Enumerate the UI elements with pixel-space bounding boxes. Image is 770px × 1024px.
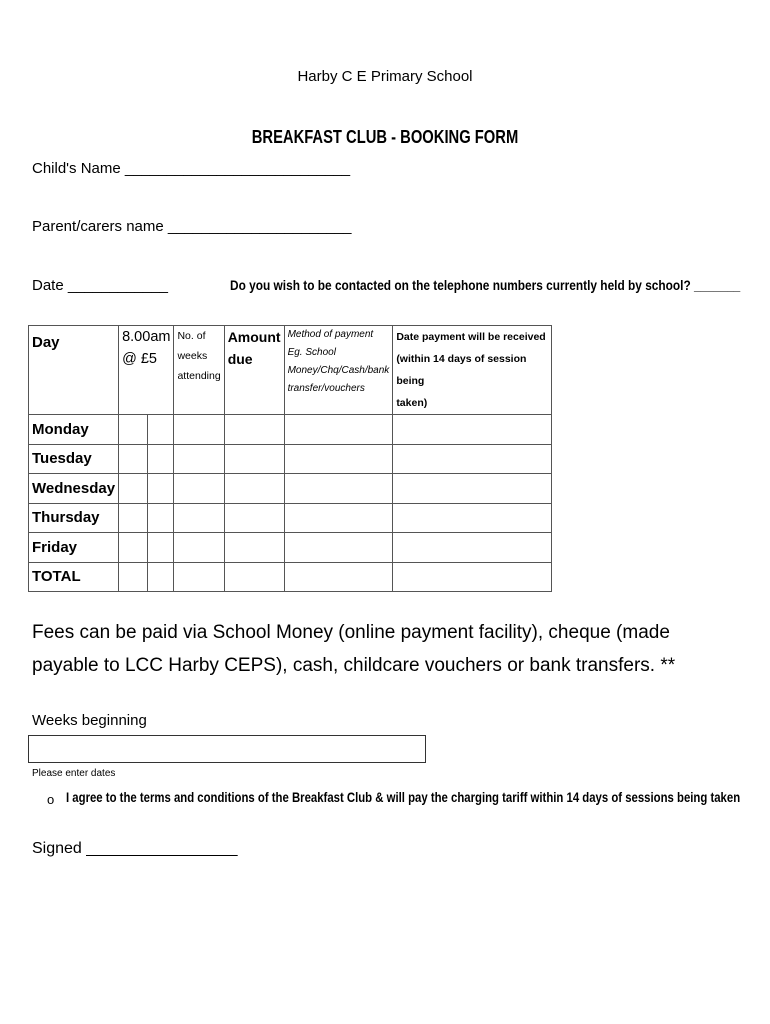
table-cell[interactable]	[224, 444, 284, 474]
table-cell[interactable]	[393, 503, 552, 533]
header-price-line2: @ £5	[122, 351, 157, 367]
table-row	[29, 503, 552, 533]
table-cell[interactable]	[224, 503, 284, 533]
row-day-label: Monday	[29, 415, 119, 445]
booking-table	[28, 325, 552, 592]
table-cell[interactable]	[119, 533, 148, 563]
table-row	[29, 474, 552, 504]
table-cell[interactable]	[284, 503, 393, 533]
header-date-received	[393, 326, 552, 415]
header-method-line4: transfer/vouchers	[287, 383, 365, 394]
header-method-line2: Eg. School	[287, 347, 336, 358]
header-date-line1: Date payment will be received	[396, 331, 546, 343]
agreement-checkbox[interactable]: o	[47, 792, 55, 807]
table-cell[interactable]	[119, 444, 148, 474]
row-day-label: Tuesday	[29, 444, 119, 474]
weeks-beginning-label: Weeks beginning	[32, 712, 147, 729]
table-cell[interactable]	[393, 444, 552, 474]
header-amount-line2: due	[227, 351, 253, 367]
row-day-label: Friday	[29, 533, 119, 563]
header-date-line2: (within 14 days of session being	[396, 353, 527, 387]
header-price-line1: 8.00am	[122, 329, 171, 345]
signature-field[interactable]: Signed _________________	[32, 840, 238, 857]
contact-question-field[interactable]: Do you wish to be contacted on the telephone numbers currently held by school? _______	[230, 277, 741, 293]
table-cell[interactable]	[284, 415, 393, 445]
table-cell[interactable]	[393, 533, 552, 563]
table-cell[interactable]	[224, 562, 284, 592]
table-cell[interactable]	[393, 562, 552, 592]
table-cell[interactable]	[393, 415, 552, 445]
header-weeks-line1: No. of	[177, 330, 206, 342]
table-row	[29, 444, 552, 474]
row-day-label: Thursday	[29, 503, 119, 533]
please-enter-dates-hint: Please enter dates	[32, 768, 116, 779]
table-cell[interactable]	[148, 503, 174, 533]
table-cell[interactable]	[284, 562, 393, 592]
table-row	[29, 415, 552, 445]
table-cell[interactable]	[148, 533, 174, 563]
header-method-line1: Method of payment	[287, 329, 374, 340]
header-weeks-line2: weeks	[177, 350, 208, 362]
header-method	[284, 326, 393, 415]
date-field[interactable]: Date ____________	[32, 277, 168, 294]
header-price	[119, 326, 174, 415]
table-cell[interactable]	[284, 474, 393, 504]
table-row	[29, 533, 552, 563]
parent-name-field[interactable]: Parent/carers name ______________________	[32, 218, 352, 235]
table-cell[interactable]	[119, 415, 148, 445]
header-amount-line1: Amount	[227, 329, 281, 345]
header-method-line3: Money/Chq/Cash/bank	[287, 365, 390, 376]
table-cell[interactable]	[224, 474, 284, 504]
table-cell[interactable]	[174, 533, 224, 563]
form-title: BREAKFAST CLUB - BOOKING FORM	[251, 127, 519, 147]
row-total-label: TOTAL	[29, 562, 119, 592]
table-header-row	[29, 326, 552, 415]
fees-paragraph: Fees can be paid via School Money (online payment facility), cheque (made payable to LCC Harby CEPS), cash, childcare vouchers or bank transfers. **	[32, 622, 676, 676]
agreement-text: I agree to the terms and conditions of the Breakfast Club & will pay the charging tariff within 14 days of sessions being taken	[66, 790, 741, 805]
table-cell[interactable]	[148, 415, 174, 445]
table-cell[interactable]	[174, 503, 224, 533]
table-cell[interactable]	[393, 474, 552, 504]
table-cell[interactable]	[284, 444, 393, 474]
row-day-label: Wednesday	[29, 474, 119, 504]
table-cell[interactable]	[119, 503, 148, 533]
table-cell[interactable]	[174, 562, 224, 592]
header-weeks-line3: attending	[177, 370, 221, 382]
table-cell[interactable]	[119, 474, 148, 504]
school-name: Harby C E Primary School	[297, 68, 473, 85]
table-cell[interactable]	[174, 444, 224, 474]
weeks-beginning-input[interactable]	[28, 735, 426, 763]
table-cell[interactable]	[174, 474, 224, 504]
table-cell[interactable]	[174, 415, 224, 445]
table-cell[interactable]	[284, 533, 393, 563]
header-date-line3: taken)	[396, 397, 428, 409]
child-name-field[interactable]: Child's Name ___________________________	[32, 160, 351, 177]
table-cell[interactable]	[224, 415, 284, 445]
table-cell[interactable]	[119, 562, 148, 592]
header-weeks	[174, 326, 224, 415]
header-amount	[224, 326, 284, 415]
header-day: Day	[29, 326, 119, 415]
table-cell[interactable]	[148, 444, 174, 474]
table-cell[interactable]	[148, 562, 174, 592]
table-cell[interactable]	[224, 533, 284, 563]
table-row	[29, 562, 552, 592]
table-cell[interactable]	[148, 474, 174, 504]
